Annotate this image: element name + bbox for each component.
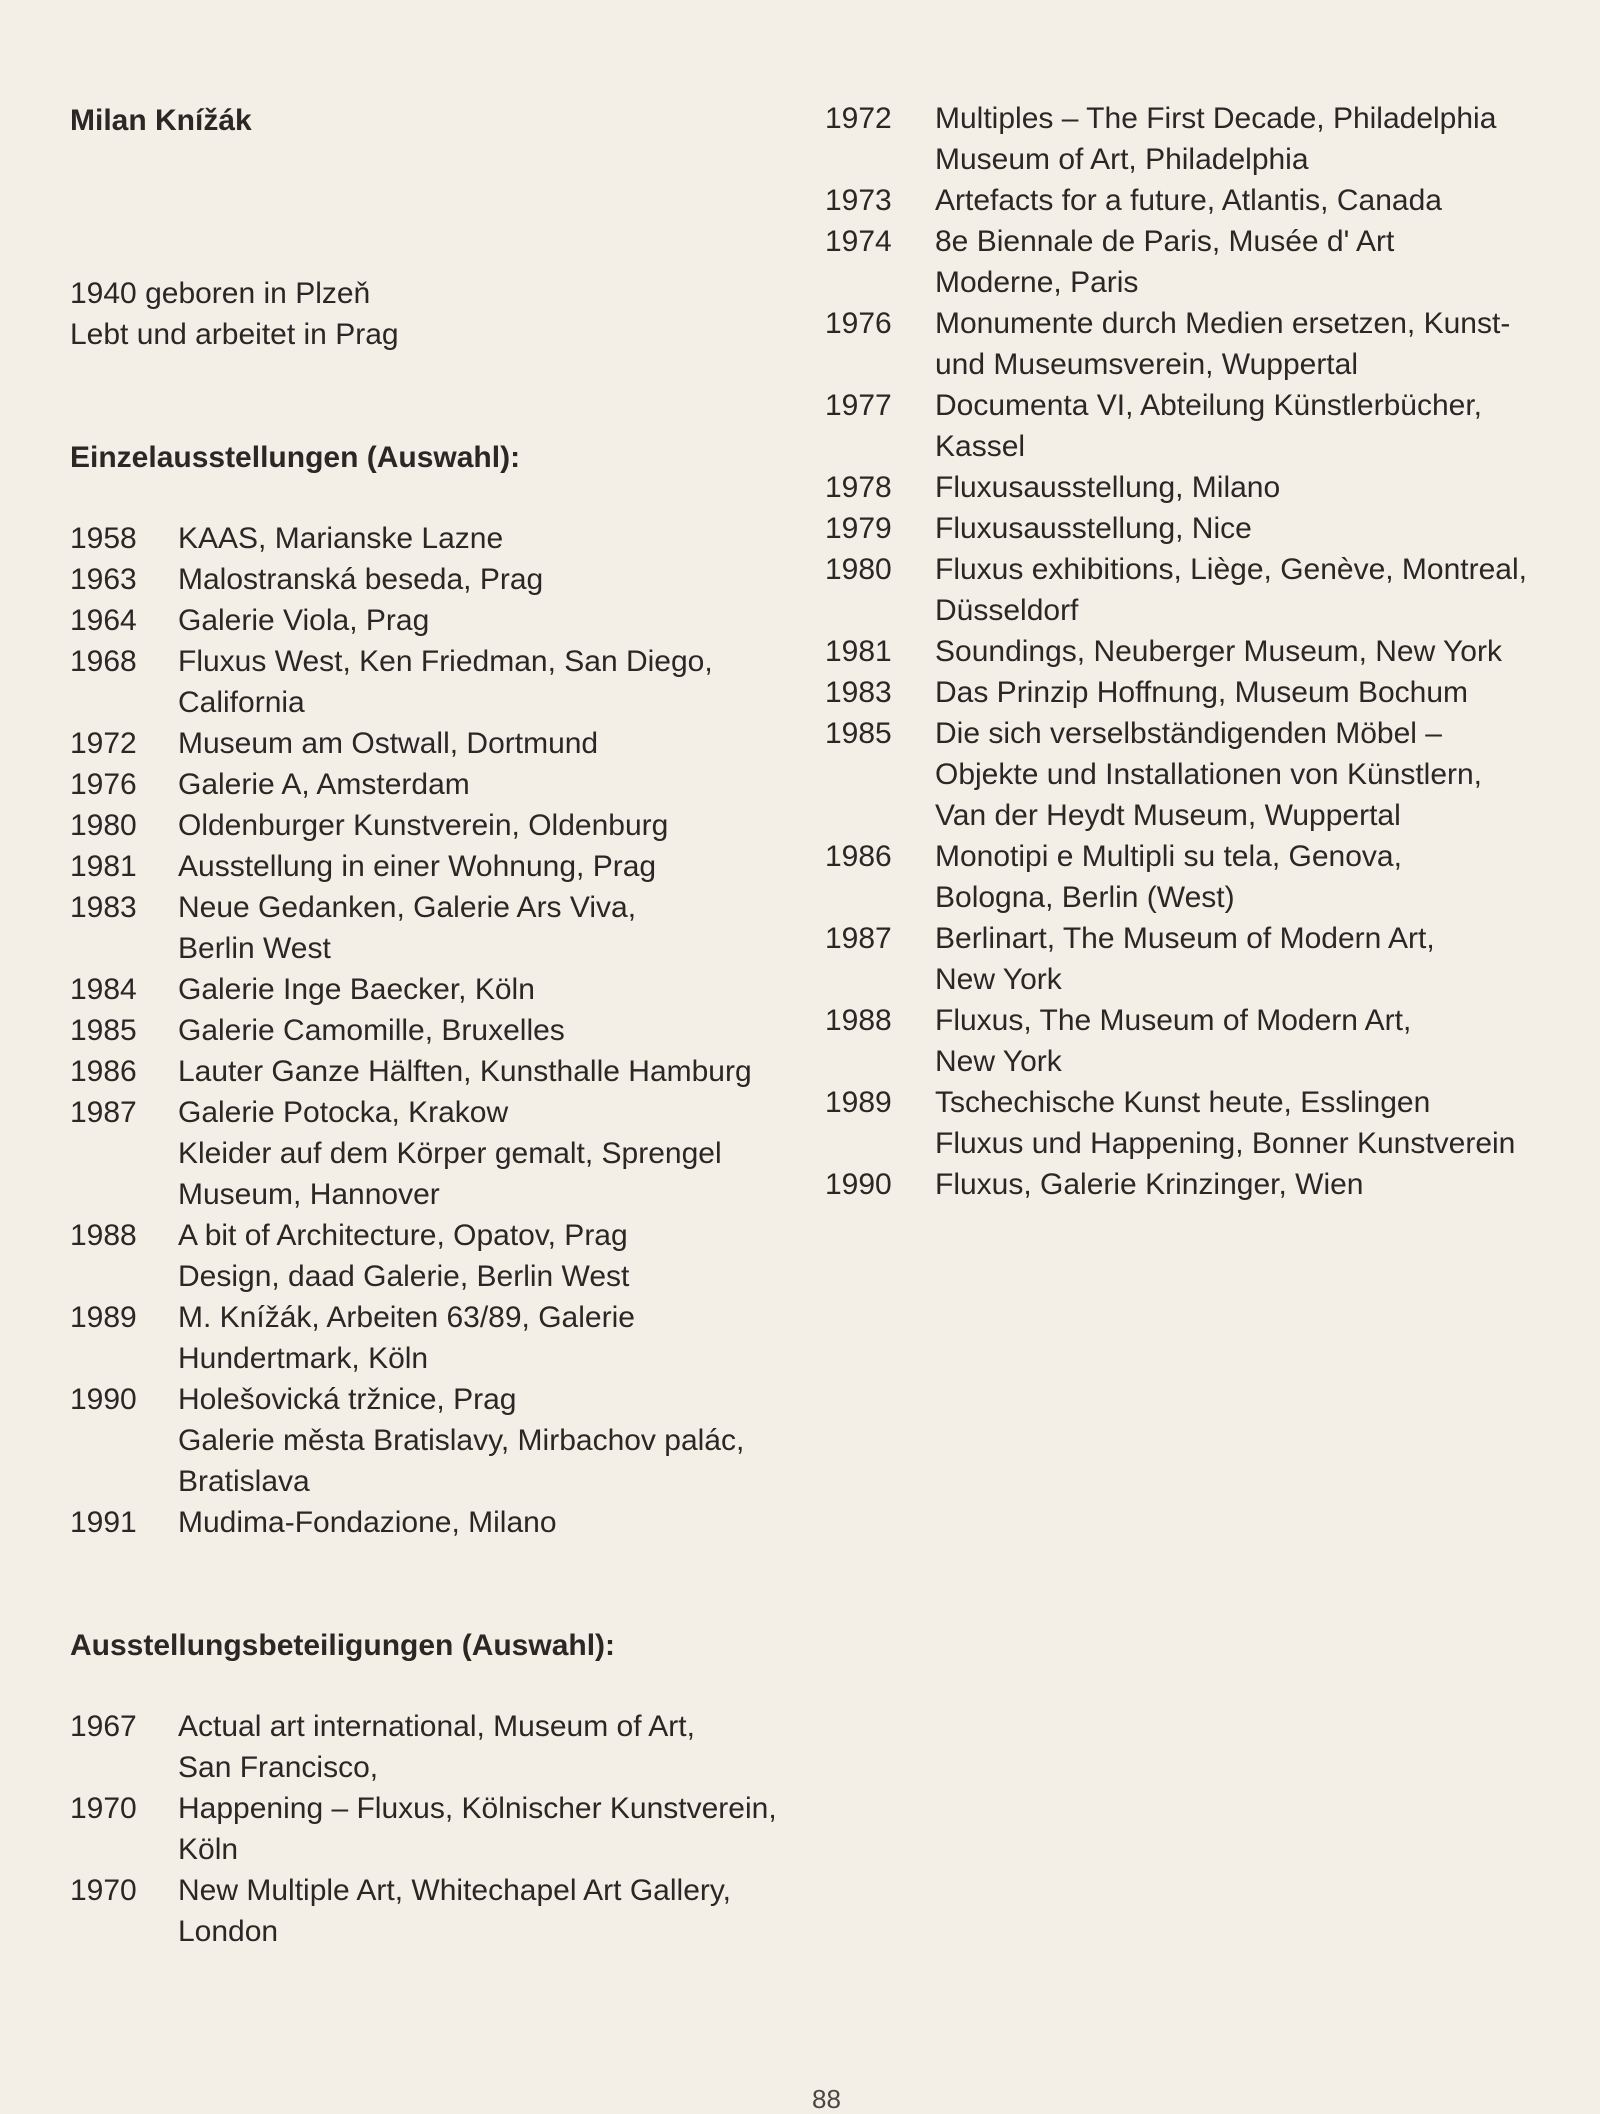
exhibition-year: 1989 bbox=[70, 1301, 137, 1334]
solo-exhibitions-heading: Einzelausstellungen (Auswahl): bbox=[70, 441, 521, 474]
exhibition-details bbox=[935, 508, 1565, 549]
exhibition-year: 1988 bbox=[70, 1219, 137, 1252]
exhibition-details bbox=[935, 385, 1565, 467]
exhibition-entry bbox=[70, 1870, 810, 1952]
exhibition-details bbox=[178, 969, 810, 1010]
exhibition-year: 1989 bbox=[825, 1086, 892, 1119]
exhibition-line: Galerie Viola, Prag bbox=[178, 604, 430, 637]
exhibition-year: 1981 bbox=[825, 635, 892, 668]
exhibition-entry bbox=[825, 467, 1565, 508]
exhibition-entry bbox=[70, 1502, 810, 1543]
exhibition-line: Ausstellung in einer Wohnung, Prag bbox=[178, 850, 657, 883]
exhibition-line: Fluxus und Happening, Bonner Kunstverein bbox=[935, 1127, 1516, 1160]
exhibition-line: Galerie města Bratislavy, Mirbachov palác, bbox=[178, 1424, 745, 1457]
bio-birth-line: 1940 geboren in Plzeň bbox=[70, 277, 371, 310]
exhibition-details bbox=[178, 1870, 810, 1952]
exhibition-line: Design, daad Galerie, Berlin West bbox=[178, 1260, 630, 1293]
exhibition-details bbox=[935, 836, 1565, 918]
exhibition-line: Moderne, Paris bbox=[935, 266, 1139, 299]
exhibition-entry bbox=[70, 887, 810, 969]
exhibition-details bbox=[178, 1788, 810, 1870]
exhibition-entry bbox=[70, 641, 810, 723]
exhibition-line: Düsseldorf bbox=[935, 594, 1079, 627]
exhibition-details bbox=[935, 98, 1565, 180]
exhibition-line: Fluxus exhibitions, Liège, Genève, Montreal, bbox=[935, 553, 1527, 586]
exhibition-entry bbox=[825, 180, 1565, 221]
exhibition-line: Galerie Inge Baecker, Köln bbox=[178, 973, 535, 1006]
exhibition-entry bbox=[70, 1051, 810, 1092]
exhibition-line: Mudima-Fondazione, Milano bbox=[178, 1506, 557, 1539]
exhibition-line: Holešovická tržnice, Prag bbox=[178, 1383, 517, 1416]
exhibition-line: Monotipi e Multipli su tela, Genova, bbox=[935, 840, 1402, 873]
exhibition-entry bbox=[825, 98, 1565, 180]
exhibition-line: San Francisco, bbox=[178, 1751, 379, 1784]
exhibition-line: Tschechische Kunst heute, Esslingen bbox=[935, 1086, 1431, 1119]
exhibition-line: Galerie Potocka, Krakow bbox=[178, 1096, 509, 1129]
exhibition-year: 1974 bbox=[825, 225, 892, 258]
exhibition-entry bbox=[70, 1297, 810, 1379]
exhibition-year: 1979 bbox=[825, 512, 892, 545]
exhibition-year: 1983 bbox=[70, 891, 137, 924]
left-column bbox=[70, 100, 810, 1952]
exhibition-details bbox=[935, 1164, 1565, 1205]
exhibition-line: Fluxus West, Ken Friedman, San Diego, bbox=[178, 645, 713, 678]
exhibition-line: New York bbox=[935, 1045, 1062, 1078]
exhibition-entry bbox=[70, 600, 810, 641]
exhibition-line: Galerie Camomille, Bruxelles bbox=[178, 1014, 565, 1047]
exhibition-line: Fluxus, The Museum of Modern Art, bbox=[935, 1004, 1412, 1037]
exhibition-details bbox=[178, 887, 810, 969]
exhibition-details bbox=[178, 764, 810, 805]
exhibition-details bbox=[178, 1379, 810, 1502]
exhibition-year: 1970 bbox=[70, 1874, 137, 1907]
exhibition-details bbox=[935, 549, 1565, 631]
solo-exhibitions-list bbox=[70, 518, 810, 1543]
exhibition-year: 1964 bbox=[70, 604, 137, 637]
exhibition-details bbox=[178, 518, 810, 559]
exhibition-line: Köln bbox=[178, 1833, 239, 1866]
exhibition-year: 1987 bbox=[825, 922, 892, 955]
exhibition-year: 1968 bbox=[70, 645, 137, 678]
exhibition-year: 1990 bbox=[70, 1383, 137, 1416]
exhibition-year: 1977 bbox=[825, 389, 892, 422]
exhibition-year: 1972 bbox=[70, 727, 137, 760]
exhibition-line: Lauter Ganze Hälften, Kunsthalle Hamburg bbox=[178, 1055, 752, 1088]
exhibition-details bbox=[178, 1051, 810, 1092]
group-exhibitions-list-right bbox=[825, 98, 1565, 1205]
exhibition-details bbox=[935, 221, 1565, 303]
exhibition-line: Fluxusausstellung, Milano bbox=[935, 471, 1281, 504]
exhibition-details bbox=[178, 846, 810, 887]
exhibition-details bbox=[178, 1706, 810, 1788]
exhibition-entry bbox=[70, 518, 810, 559]
group-exhibitions-heading: Ausstellungsbeteiligungen (Auswahl): bbox=[70, 1629, 616, 1662]
exhibition-entry bbox=[825, 1000, 1565, 1082]
exhibition-entry bbox=[825, 836, 1565, 918]
exhibition-line: KAAS, Marianske Lazne bbox=[178, 522, 504, 555]
exhibition-year: 1976 bbox=[70, 768, 137, 801]
exhibition-details bbox=[935, 672, 1565, 713]
exhibition-line: Die sich verselbständigenden Möbel – bbox=[935, 717, 1442, 750]
exhibition-entry bbox=[825, 713, 1565, 836]
exhibition-year: 1981 bbox=[70, 850, 137, 883]
exhibition-year: 1986 bbox=[825, 840, 892, 873]
exhibition-entry bbox=[70, 805, 810, 846]
exhibition-details bbox=[178, 723, 810, 764]
exhibition-entry bbox=[70, 723, 810, 764]
exhibition-line: Museum am Ostwall, Dortmund bbox=[178, 727, 599, 760]
exhibition-year: 1980 bbox=[70, 809, 137, 842]
exhibition-entry bbox=[825, 918, 1565, 1000]
exhibition-details bbox=[935, 1000, 1565, 1082]
exhibition-entry bbox=[70, 1788, 810, 1870]
exhibition-entry bbox=[825, 1082, 1565, 1164]
right-column bbox=[825, 98, 1565, 1205]
exhibition-details bbox=[935, 1082, 1565, 1164]
exhibition-entry bbox=[70, 969, 810, 1010]
exhibition-details bbox=[935, 303, 1565, 385]
exhibition-entry bbox=[825, 221, 1565, 303]
exhibition-year: 1980 bbox=[825, 553, 892, 586]
exhibition-details bbox=[178, 559, 810, 600]
exhibition-entry bbox=[825, 508, 1565, 549]
exhibition-line: Berlinart, The Museum of Modern Art, bbox=[935, 922, 1435, 955]
exhibition-details bbox=[935, 180, 1565, 221]
exhibition-details bbox=[178, 1092, 810, 1215]
exhibition-line: M. Knížák, Arbeiten 63/89, Galerie bbox=[178, 1301, 635, 1334]
artist-bio bbox=[70, 273, 810, 355]
exhibition-details bbox=[178, 641, 810, 723]
bio-residence-line: Lebt und arbeitet in Prag bbox=[70, 318, 399, 351]
exhibition-line: Kassel bbox=[935, 430, 1026, 463]
exhibition-year: 1991 bbox=[70, 1506, 137, 1539]
exhibition-line: London bbox=[178, 1915, 279, 1948]
exhibition-year: 1985 bbox=[825, 717, 892, 750]
exhibition-entry bbox=[70, 1379, 810, 1502]
exhibition-line: Monumente durch Medien ersetzen, Kunst- bbox=[935, 307, 1511, 340]
exhibition-year: 1958 bbox=[70, 522, 137, 555]
exhibition-details bbox=[178, 805, 810, 846]
exhibition-entry bbox=[70, 1215, 810, 1297]
page-number: 88 bbox=[812, 2084, 841, 2114]
exhibition-line: Museum, Hannover bbox=[178, 1178, 440, 1211]
exhibition-year: 1987 bbox=[70, 1096, 137, 1129]
exhibition-line: Berlin West bbox=[178, 932, 331, 965]
exhibition-entry bbox=[70, 846, 810, 887]
exhibition-line: Happening – Fluxus, Kölnischer Kunstverein, bbox=[178, 1792, 777, 1825]
exhibition-year: 1990 bbox=[825, 1168, 892, 1201]
exhibition-line: California bbox=[178, 686, 305, 719]
exhibition-line: Actual art international, Museum of Art, bbox=[178, 1710, 695, 1743]
exhibition-details bbox=[178, 1502, 810, 1543]
exhibition-line: Artefacts for a future, Atlantis, Canada bbox=[935, 184, 1442, 217]
exhibition-year: 1967 bbox=[70, 1710, 137, 1743]
exhibition-entry bbox=[825, 672, 1565, 713]
exhibition-line: Museum of Art, Philadelphia bbox=[935, 143, 1309, 176]
exhibition-line: New Multiple Art, Whitechapel Art Gallery, bbox=[178, 1874, 731, 1907]
exhibition-entry bbox=[70, 764, 810, 805]
artist-name: Milan Knížák bbox=[70, 104, 252, 137]
exhibition-entry bbox=[825, 631, 1565, 672]
exhibition-line: Multiples – The First Decade, Philadelphia bbox=[935, 102, 1497, 135]
exhibition-line: Malostranská beseda, Prag bbox=[178, 563, 544, 596]
exhibition-line: Bologna, Berlin (West) bbox=[935, 881, 1235, 914]
exhibition-year: 1984 bbox=[70, 973, 137, 1006]
exhibition-entry bbox=[70, 559, 810, 600]
exhibition-entry bbox=[825, 549, 1565, 631]
exhibition-year: 1985 bbox=[70, 1014, 137, 1047]
exhibition-line: Van der Heydt Museum, Wuppertal bbox=[935, 799, 1401, 832]
exhibition-entry bbox=[825, 303, 1565, 385]
exhibition-entry bbox=[70, 1092, 810, 1215]
exhibition-entry bbox=[70, 1010, 810, 1051]
exhibition-details bbox=[178, 600, 810, 641]
exhibition-details bbox=[178, 1297, 810, 1379]
exhibition-details bbox=[178, 1010, 810, 1051]
exhibition-line: Fluxus, Galerie Krinzinger, Wien bbox=[935, 1168, 1364, 1201]
exhibition-details bbox=[935, 467, 1565, 508]
exhibition-line: Kleider auf dem Körper gemalt, Sprengel bbox=[178, 1137, 722, 1170]
exhibition-line: Hundertmark, Köln bbox=[178, 1342, 429, 1375]
exhibition-year: 1970 bbox=[70, 1792, 137, 1825]
exhibition-year: 1988 bbox=[825, 1004, 892, 1037]
exhibition-year: 1972 bbox=[825, 102, 892, 135]
exhibition-line: Soundings, Neuberger Museum, New York bbox=[935, 635, 1502, 668]
exhibition-details bbox=[935, 713, 1565, 836]
exhibition-line: Objekte und Installationen von Künstlern, bbox=[935, 758, 1483, 791]
exhibition-year: 1973 bbox=[825, 184, 892, 217]
exhibition-line: Oldenburger Kunstverein, Oldenburg bbox=[178, 809, 669, 842]
exhibition-entry bbox=[825, 385, 1565, 467]
exhibition-year: 1978 bbox=[825, 471, 892, 504]
exhibition-line: Documenta VI, Abteilung Künstlerbücher, bbox=[935, 389, 1483, 422]
exhibition-year: 1983 bbox=[825, 676, 892, 709]
exhibition-line: Galerie A, Amsterdam bbox=[178, 768, 470, 801]
exhibition-entry bbox=[825, 1164, 1565, 1205]
exhibition-year: 1976 bbox=[825, 307, 892, 340]
exhibition-line: Neue Gedanken, Galerie Ars Viva, bbox=[178, 891, 637, 924]
exhibition-year: 1963 bbox=[70, 563, 137, 596]
exhibition-line: und Museumsverein, Wuppertal bbox=[935, 348, 1358, 381]
exhibition-line: A bit of Architecture, Opatov, Prag bbox=[178, 1219, 628, 1252]
exhibition-year: 1986 bbox=[70, 1055, 137, 1088]
exhibition-line: New York bbox=[935, 963, 1062, 996]
exhibition-line: Fluxusausstellung, Nice bbox=[935, 512, 1252, 545]
exhibition-details bbox=[935, 918, 1565, 1000]
exhibition-line: Bratislava bbox=[178, 1465, 310, 1498]
exhibition-details bbox=[178, 1215, 810, 1297]
exhibition-line: Das Prinzip Hoffnung, Museum Bochum bbox=[935, 676, 1469, 709]
exhibition-details bbox=[935, 631, 1565, 672]
group-exhibitions-list-left bbox=[70, 1706, 810, 1952]
exhibition-entry bbox=[70, 1706, 810, 1788]
exhibition-line: 8e Biennale de Paris, Musée d' Art bbox=[935, 225, 1395, 258]
